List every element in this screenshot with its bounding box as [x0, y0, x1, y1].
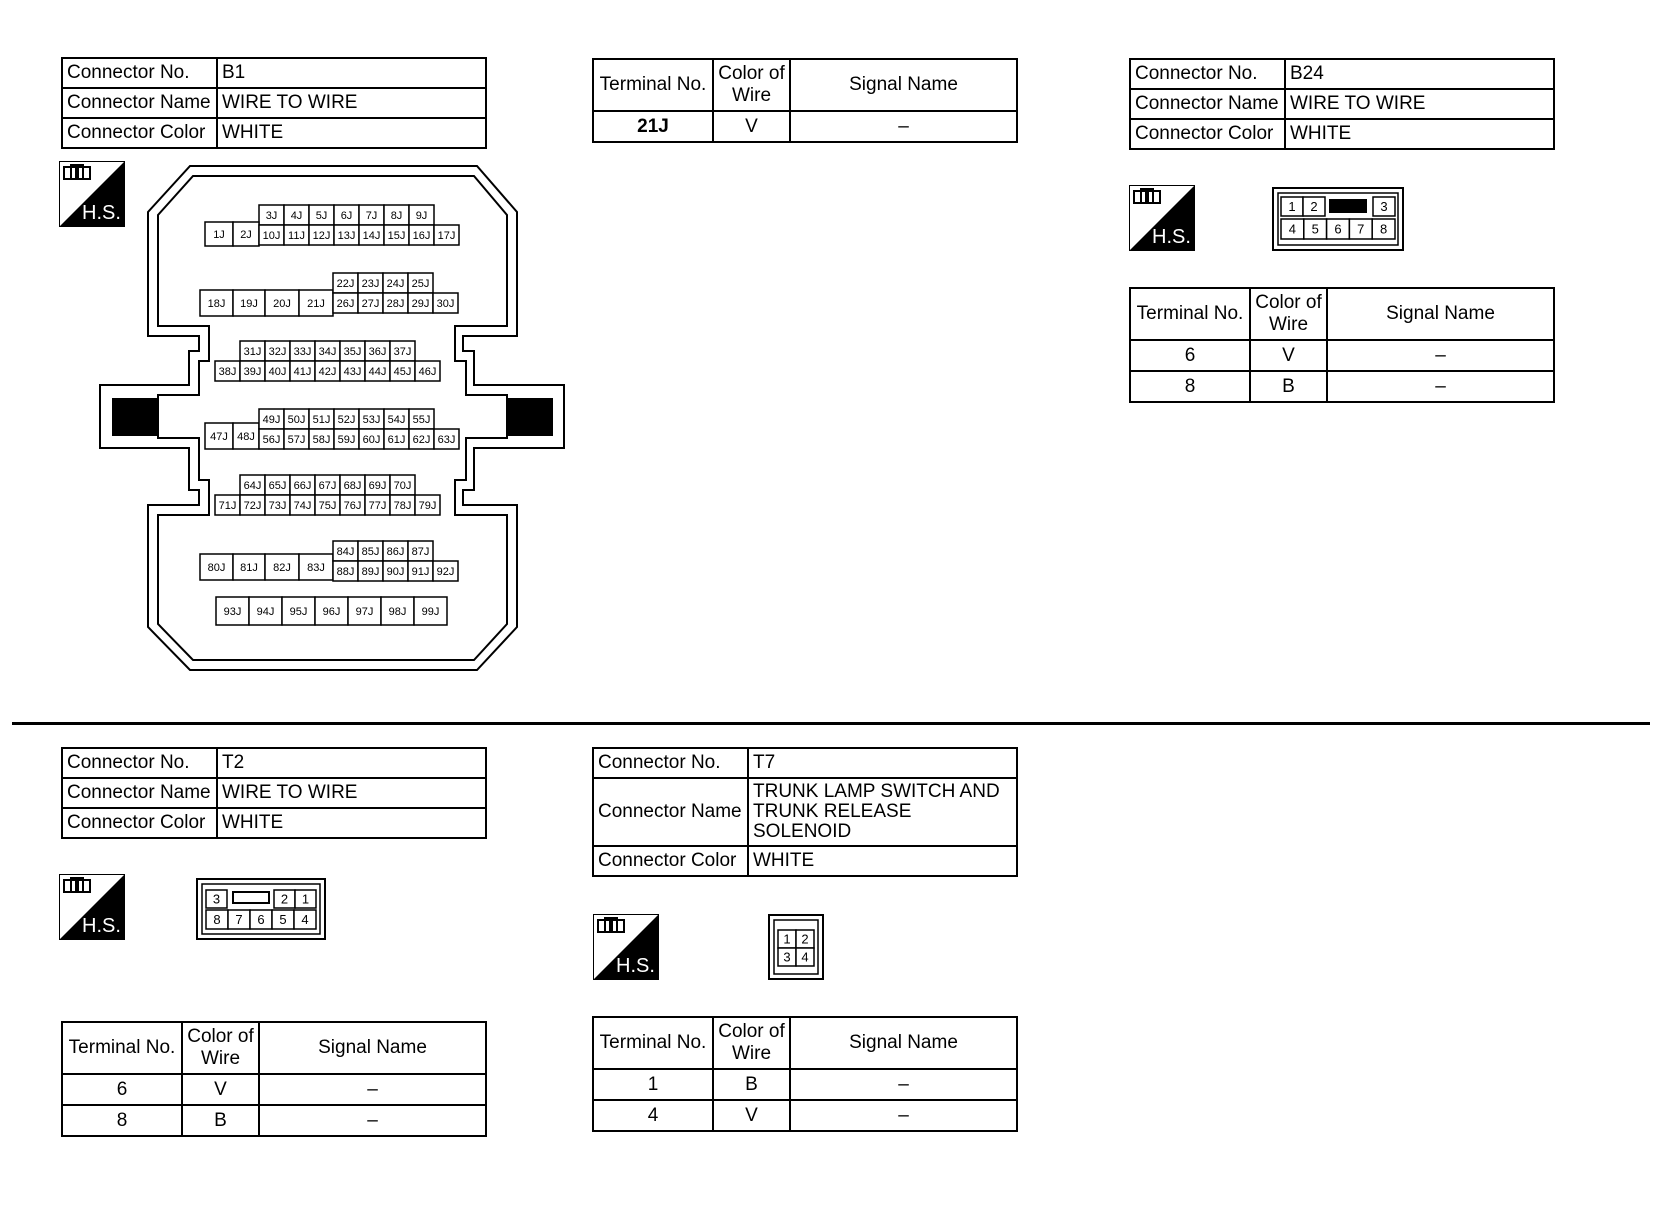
terminal-label: 84J: [336, 545, 355, 558]
info-value: B24: [1285, 59, 1554, 89]
terminal-label: 5J: [315, 209, 328, 222]
header-color-of-wire: Color of Wire: [713, 1017, 790, 1069]
terminal-label: 86J: [386, 545, 405, 558]
terminal-label: 8: [213, 912, 221, 928]
terminal-label: 56J: [262, 433, 281, 446]
cell-color: V: [182, 1074, 259, 1105]
b24-connector-face: [1272, 187, 1404, 251]
info-value: WHITE: [217, 808, 486, 838]
terminal-label: 4J: [290, 209, 303, 222]
terminal-label: 1: [783, 931, 791, 947]
terminal-label: 65J: [268, 479, 287, 492]
terminal-label: 4: [1288, 221, 1297, 237]
terminal-label: 18J: [207, 297, 226, 310]
terminal-label: 2: [280, 891, 289, 907]
terminal-label: 90J: [386, 565, 405, 578]
terminal-label: 82J: [273, 561, 291, 574]
cell-signal: –: [1327, 371, 1554, 402]
terminal-label: 98J: [388, 605, 407, 618]
terminal-label: 53J: [362, 413, 381, 426]
terminal-label: 37J: [393, 345, 412, 358]
lock-tab-right: [507, 398, 553, 436]
table-row: [62, 1105, 486, 1136]
section-divider: [12, 722, 1650, 725]
table-row: [593, 1100, 1017, 1131]
t7-connector-face: [768, 914, 824, 980]
terminal-label: 23J: [361, 277, 380, 290]
info-label: Connector Color: [62, 808, 217, 838]
header-color-of-wire: Color of Wire: [713, 59, 790, 111]
info-label: Connector Color: [1130, 119, 1285, 149]
terminal-label: 11J: [288, 229, 305, 242]
terminal-label: 74J: [293, 499, 312, 512]
info-row-connector-name: [1130, 89, 1554, 119]
info-label: Connector No.: [62, 58, 217, 88]
cell-signal: –: [259, 1105, 486, 1136]
cell-terminal: 8: [1130, 371, 1250, 402]
t2-terminal-table: [61, 1021, 487, 1137]
terminal-label: 1: [1288, 199, 1296, 215]
terminal-label: 5: [279, 912, 287, 928]
info-value: B1: [217, 58, 486, 88]
terminal-label: 97J: [355, 605, 374, 618]
terminal-label: 91J: [411, 565, 430, 578]
terminal-label: 88J: [336, 565, 355, 578]
terminal-label: 92J: [436, 565, 455, 578]
terminal-label: 6J: [340, 209, 353, 222]
cell-terminal: 1: [593, 1069, 713, 1100]
info-value: WIRE TO WIRE: [217, 88, 486, 118]
terminal-label: 48J: [237, 430, 255, 443]
t7-connector-info-table: [592, 747, 1018, 877]
info-row-connector-no: [62, 58, 486, 88]
info-label: Connector Color: [593, 846, 748, 876]
terminal-label: 58J: [312, 433, 331, 446]
hs-label: H.S.: [82, 915, 121, 937]
table-header-row: [593, 59, 1017, 111]
terminal-label: 46J: [418, 365, 437, 378]
terminal-label: 81J: [240, 561, 258, 574]
terminal-label: 89J: [361, 565, 380, 578]
terminal-label: 2: [801, 931, 809, 947]
hs-label: H.S.: [616, 955, 655, 977]
terminal-label: 71J: [218, 499, 237, 512]
info-row-connector-name: [593, 778, 1017, 846]
terminal-label: 83J: [307, 561, 325, 574]
terminal-label: 60J: [362, 433, 381, 446]
table-header-row: [62, 1022, 486, 1074]
header-signal-name: Signal Name: [790, 1017, 1017, 1069]
table-row: [1130, 371, 1554, 402]
info-row-connector-color: [593, 846, 1017, 876]
terminal-label: 49J: [262, 413, 281, 426]
terminal-label: 85J: [361, 545, 380, 558]
info-value: WIRE TO WIRE: [217, 778, 486, 808]
terminal-label: 41J: [293, 365, 312, 378]
terminal-label: 69J: [368, 479, 387, 492]
info-value: WIRE TO WIRE: [1285, 89, 1554, 119]
terminal-label: 87J: [411, 545, 430, 558]
terminal-label: 59J: [337, 433, 356, 446]
terminal-label: 25J: [411, 277, 430, 290]
b24-connector-info-table: [1129, 58, 1555, 150]
header-color-of-wire: Color of Wire: [1250, 288, 1327, 340]
cell-terminal: 8: [62, 1105, 182, 1136]
terminal-label: 24J: [386, 277, 405, 290]
hs-label: H.S.: [82, 202, 121, 224]
terminal-label: 75J: [318, 499, 337, 512]
terminal-label: 64J: [243, 479, 262, 492]
cell-terminal: 6: [62, 1074, 182, 1105]
terminal-label: 9J: [415, 209, 428, 222]
cell-color: V: [713, 1100, 790, 1131]
terminal-label: 35J: [343, 345, 362, 358]
b1-terminal-table: [592, 58, 1018, 143]
terminal-label: 1: [301, 891, 310, 907]
info-value: TRUNK LAMP SWITCH AND TRUNK RELEASE SOLENOID: [748, 778, 1017, 846]
info-value: T2: [217, 748, 486, 778]
info-row-connector-color: [62, 118, 486, 148]
terminal-label: 78J: [393, 499, 412, 512]
terminal-label: 31J: [243, 345, 262, 358]
terminal-label: 3: [783, 949, 791, 965]
terminal-label: 7: [235, 912, 243, 928]
terminal-label: 38J: [218, 365, 237, 378]
lock-tab-left: [112, 398, 158, 436]
terminal-label: 72J: [243, 499, 262, 512]
info-value: WHITE: [748, 846, 1017, 876]
header-color-of-wire: Color of Wire: [182, 1022, 259, 1074]
cell-color: B: [1250, 371, 1327, 402]
terminal-label: 43J: [343, 365, 362, 378]
table-row: [593, 111, 1017, 142]
terminal-label: 79J: [418, 499, 437, 512]
terminal-label: 63J: [437, 433, 456, 446]
terminal-label: 21J: [307, 297, 325, 310]
info-row-connector-name: [62, 778, 486, 808]
header-signal-name: Signal Name: [1327, 288, 1554, 340]
info-label: Connector No.: [62, 748, 217, 778]
header-terminal-no: Terminal No.: [593, 1017, 713, 1069]
info-row-connector-no: [62, 748, 486, 778]
cell-color: V: [713, 111, 790, 142]
terminal-label: 14J: [362, 229, 381, 242]
header-terminal-no: Terminal No.: [1130, 288, 1250, 340]
cell-signal: –: [1327, 340, 1554, 371]
b24-terminal-table: [1129, 287, 1555, 403]
terminal-label: 42J: [318, 365, 337, 378]
terminal-label: 73J: [268, 499, 287, 512]
t2-connector-info-table: [61, 747, 487, 839]
t7-terminal-table: [592, 1016, 1018, 1132]
terminal-label: 3: [1380, 199, 1388, 215]
terminal-label: 93J: [223, 605, 242, 618]
terminal-label: 50J: [287, 413, 306, 426]
terminal-label: 54J: [387, 413, 406, 426]
terminal-label: 39J: [243, 365, 262, 378]
info-row-connector-color: [1130, 119, 1554, 149]
terminal-label: 13J: [337, 229, 356, 242]
harness-side-icon: [59, 874, 125, 940]
terminal-label: 4: [301, 912, 309, 928]
info-label: Connector Name: [1130, 89, 1285, 119]
table-row: [1130, 340, 1554, 371]
cell-terminal: 4: [593, 1100, 713, 1131]
terminal-label: 44J: [368, 365, 387, 378]
terminal-label: 33J: [293, 345, 312, 358]
info-label: Connector Name: [62, 88, 217, 118]
terminal-label: 45J: [393, 365, 412, 378]
info-row-connector-no: [593, 748, 1017, 778]
harness-side-icon: [1129, 185, 1195, 251]
info-row-connector-no: [1130, 59, 1554, 89]
cell-signal: –: [790, 1069, 1017, 1100]
cell-color: B: [713, 1069, 790, 1100]
terminal-label: 70J: [393, 479, 412, 492]
cell-terminal: 21J: [593, 111, 713, 142]
terminal-label: 2: [1310, 199, 1318, 215]
terminal-label: 7J: [365, 209, 378, 222]
cell-signal: –: [259, 1074, 486, 1105]
header-signal-name: Signal Name: [259, 1022, 486, 1074]
cell-signal: –: [790, 1100, 1017, 1131]
info-row-connector-color: [62, 808, 486, 838]
terminal-label: 12J: [312, 229, 331, 242]
b1-connector-face: [98, 164, 568, 672]
terminal-label: 3: [212, 891, 221, 907]
header-signal-name: Signal Name: [790, 59, 1017, 111]
terminal-label: 3J: [265, 209, 278, 222]
key-block: [1329, 199, 1367, 213]
terminal-label: 36J: [368, 345, 387, 358]
terminal-label: 95J: [289, 605, 308, 618]
terminal-label: 34J: [318, 345, 337, 358]
cell-signal: –: [790, 111, 1017, 142]
terminal-label: 66J: [293, 479, 312, 492]
terminal-label: 62J: [412, 433, 431, 446]
table-header-row: [593, 1017, 1017, 1069]
terminal-label: 51J: [312, 413, 331, 426]
terminal-label: 76J: [343, 499, 362, 512]
terminal-label: 15J: [387, 229, 406, 242]
cell-terminal: 6: [1130, 340, 1250, 371]
header-terminal-no: Terminal No.: [593, 59, 713, 111]
terminal-label: 19J: [240, 297, 258, 310]
terminal-label: 20J: [273, 297, 291, 310]
terminal-label: 26J: [336, 297, 355, 310]
terminal-label: 57J: [287, 433, 306, 446]
terminal-label: 8: [1379, 221, 1388, 237]
table-row: [62, 1074, 486, 1105]
info-value: WHITE: [217, 118, 486, 148]
terminal-label: 99J: [421, 605, 440, 618]
terminal-label: 47J: [210, 430, 228, 443]
hs-label: H.S.: [1152, 226, 1191, 248]
info-value: T7: [748, 748, 1017, 778]
terminal-label: 32J: [268, 345, 287, 358]
terminal-label: 4: [801, 949, 809, 965]
terminal-label: 5: [1311, 221, 1319, 237]
header-terminal-no: Terminal No.: [62, 1022, 182, 1074]
info-row-connector-name: [62, 88, 486, 118]
terminal-label: 16J: [412, 229, 431, 242]
terminal-label: 96J: [322, 605, 341, 618]
terminal-label: 2J: [240, 228, 252, 241]
terminal-label: 28J: [386, 297, 405, 310]
terminal-label: 1J: [213, 228, 225, 241]
terminal-label: 30J: [436, 297, 455, 310]
info-label: Connector Color: [62, 118, 217, 148]
terminal-label: 22J: [336, 277, 355, 290]
terminal-label: 8J: [390, 209, 403, 222]
info-label: Connector Name: [62, 778, 217, 808]
terminal-label: 55J: [412, 413, 431, 426]
terminal-label: 40J: [268, 365, 287, 378]
terminal-label: 61J: [387, 433, 406, 446]
info-value: WHITE: [1285, 119, 1554, 149]
terminal-label: 27J: [361, 297, 380, 310]
terminal-label: 10J: [262, 229, 281, 242]
harness-side-icon: [593, 914, 659, 980]
terminal-label: 80J: [207, 561, 226, 574]
terminal-label: 77J: [368, 499, 387, 512]
table-row: [593, 1069, 1017, 1100]
terminal-label: 67J: [318, 479, 337, 492]
cell-color: B: [182, 1105, 259, 1136]
info-label: Connector Name: [593, 778, 748, 846]
info-label: Connector No.: [1130, 59, 1285, 89]
key-slot: [233, 892, 269, 903]
terminal-label: 94J: [256, 605, 275, 618]
b1-connector-info-table: [61, 57, 487, 149]
terminal-label: 29J: [411, 297, 430, 310]
terminal-label: 7: [1357, 221, 1365, 237]
info-label: Connector No.: [593, 748, 748, 778]
terminal-label: 17J: [437, 229, 456, 242]
t2-connector-face: [196, 878, 326, 940]
terminal-label: 6: [1334, 221, 1342, 237]
terminal-label: 52J: [337, 413, 356, 426]
cell-color: V: [1250, 340, 1327, 371]
terminal-label: 6: [257, 912, 265, 928]
table-header-row: [1130, 288, 1554, 340]
terminal-label: 68J: [343, 479, 362, 492]
